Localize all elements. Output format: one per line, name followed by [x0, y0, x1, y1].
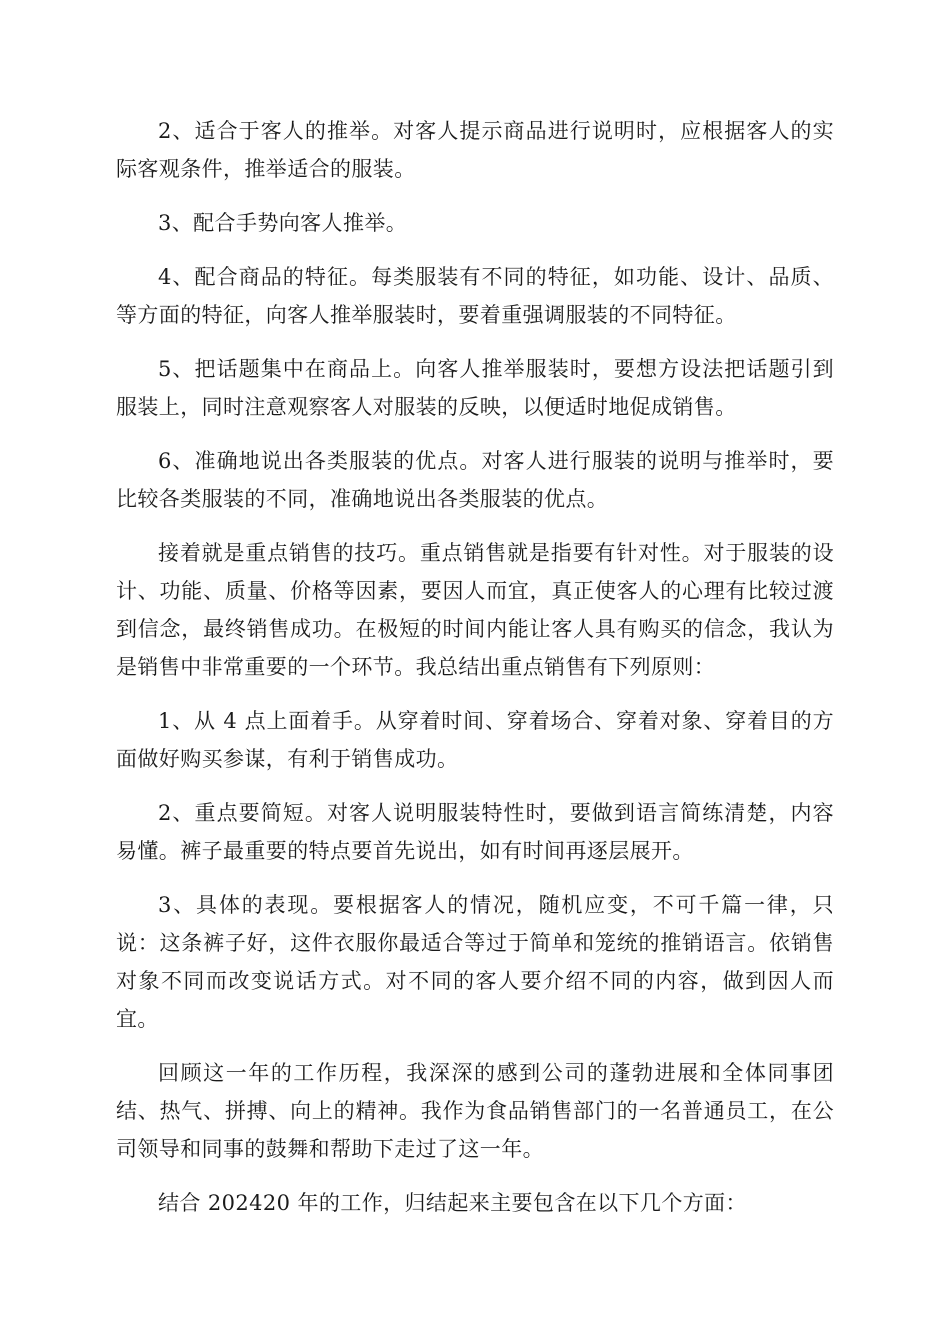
paragraph-brevity: 2、重点要简短。对客人说明服装特性时，要做到语言简练清楚，内容易懂。裤子最重要的特点要首先说出，如有时间再逐层展开。 [116, 801, 834, 863]
paragraph-recommend-suitable: 2、适合于客人的推举。对客人提示商品进行说明时，应根据客人的实际客观条件，推举适合的服装。 [116, 119, 834, 181]
paragraph-advantages: 6、准确地说出各类服装的优点。对客人进行服装的说明与推举时，要比较各类服装的不同，准确地说出各类服装的优点。 [116, 449, 834, 511]
paragraph-key-sales-skills: 接着就是重点销售的技巧。重点销售就是指要有针对性。对于服装的设计、功能、质量、价格等因素，要因人而宜，真正使客人的心理有比较过渡到信念，最终销售成功。在极短的时间内能让客人具有购买的信念，我认为是销售中非常重要的一个环节。我总结出重点销售有下列原则： [116, 541, 834, 679]
paragraph-summary-intro: 结合 202420 年的工作，归结起来主要包含在以下几个方面： [158, 1191, 747, 1215]
document-body [116, 112, 834, 1238]
paragraph-focus-topic: 5、把话题集中在商品上。向客人推举服装时，要想方设法把话题引到服装上，同时注意观察客人对服装的反映，以便适时地促成销售。 [116, 357, 834, 419]
paragraph-concrete-expression: 3、具体的表现。要根据客人的情况，随机应变，不可千篇一律，只说：这条裤子好，这件衣服你最适合等过于简单和笼统的推销语言。依销售对象不同而改变说话方式。对不同的客人要介绍不同的内容，做到因人而宜。 [116, 893, 834, 1031]
paragraph-product-features: 4、配合商品的特征。每类服装有不同的特征，如功能、设计、品质、等方面的特征，向客人推举服装时，要着重强调服装的不同特征。 [116, 265, 834, 327]
paragraph-year-review: 回顾这一年的工作历程，我深深的感到公司的蓬勃进展和全体同事团结、热气、拼搏、向上的精神。我作为食品销售部门的一名普通员工，在公司领导和同事的鼓舞和帮助下走过了这一年。 [116, 1061, 834, 1161]
paragraph-gesture: 3、配合手势向客人推举。 [158, 211, 408, 235]
paragraph-four-points: 1、从 4 点上面着手。从穿着时间、穿着场合、穿着对象、穿着目的方面做好购买参谋，有利于销售成功。 [116, 709, 834, 771]
